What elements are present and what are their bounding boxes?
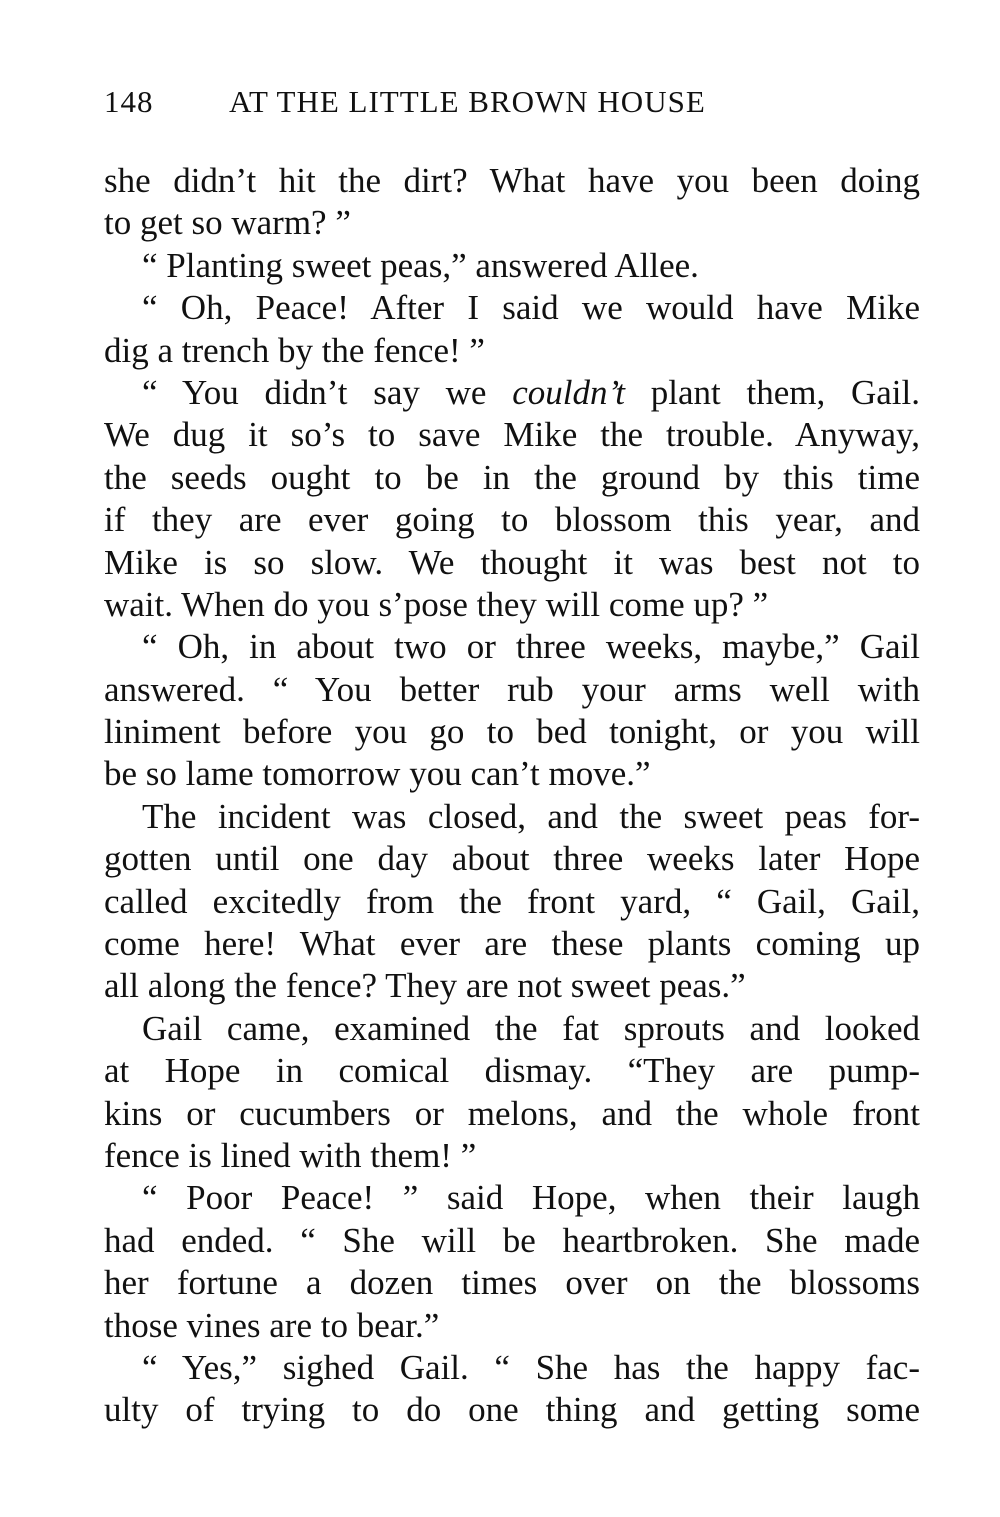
text-line: at Hope in comical dismay. “They are pump- [104, 1051, 920, 1091]
text-line: all along the fence? They are not sweet peas.” [104, 966, 746, 1006]
text-line: fence is lined with them! ” [104, 1135, 477, 1175]
text-line: “ Poor Peace! ” said Hope, when their laugh [142, 1178, 920, 1218]
italic-emphasis: couldn’t [512, 372, 625, 412]
text-line: Mike is so slow. We thought it was best not to [104, 542, 920, 582]
text-line: to get so warm? ” [104, 203, 351, 243]
text-line: answered. “ You better rub your arms well with [104, 669, 920, 709]
text-line: “ Oh, in about two or three weeks, maybe,” Gail [142, 627, 920, 667]
text-line: Gail came, examined the fat sprouts and looked [142, 1008, 920, 1048]
text-line: called excitedly from the front yard, “ Gail, Gail, [104, 881, 920, 921]
text-line: ulty of trying to do one thing and getting some [104, 1390, 920, 1430]
text-line: be so lame tomorrow you can’t move.” [104, 754, 651, 794]
text-line: “ Yes,” sighed Gail. “ She has the happy fac- [142, 1347, 920, 1387]
text-line: “ Oh, Peace! After I said we would have Mike [142, 288, 920, 328]
text-line: if they are ever going to blossom this year, and [104, 500, 920, 540]
text-line: dig a trench by the fence! ” [104, 330, 485, 370]
text-segment: “ You didn’t say we [142, 372, 513, 412]
page-number: 148 [104, 84, 154, 119]
running-title: AT THE LITTLE BROWN HOUSE [229, 84, 706, 119]
text-segment: plant them, Gail. [625, 372, 920, 412]
text-line: those vines are to bear.” [104, 1305, 440, 1345]
text-line: kins or cucumbers or melons, and the whole front [104, 1093, 920, 1133]
page-header [104, 84, 934, 124]
text-line: wait. When do you s’pose they will come up? ” [104, 584, 769, 624]
text-line: come here! What ever are these plants coming up [104, 924, 920, 964]
text-line: had ended. “ She will be heartbroken. She made [104, 1220, 920, 1260]
text-line: We dug it so’s to save Mike the trouble. Anyway, [104, 415, 920, 455]
text-line: the seeds ought to be in the ground by this time [104, 457, 920, 497]
text-line: she didn’t hit the dirt? What have you been doing [104, 161, 920, 200]
text-line: “ Planting sweet peas,” answered Allee. [142, 245, 699, 285]
text-line: her fortune a dozen times over on the blossoms [104, 1263, 920, 1303]
text-line-with-italic [104, 372, 920, 414]
body-text [104, 160, 920, 1432]
text-line: liniment before you go to bed tonight, or you will [104, 712, 920, 752]
text-line: gotten until one day about three weeks later Hope [104, 839, 920, 879]
text-line: The incident was closed, and the sweet peas for- [142, 796, 920, 836]
